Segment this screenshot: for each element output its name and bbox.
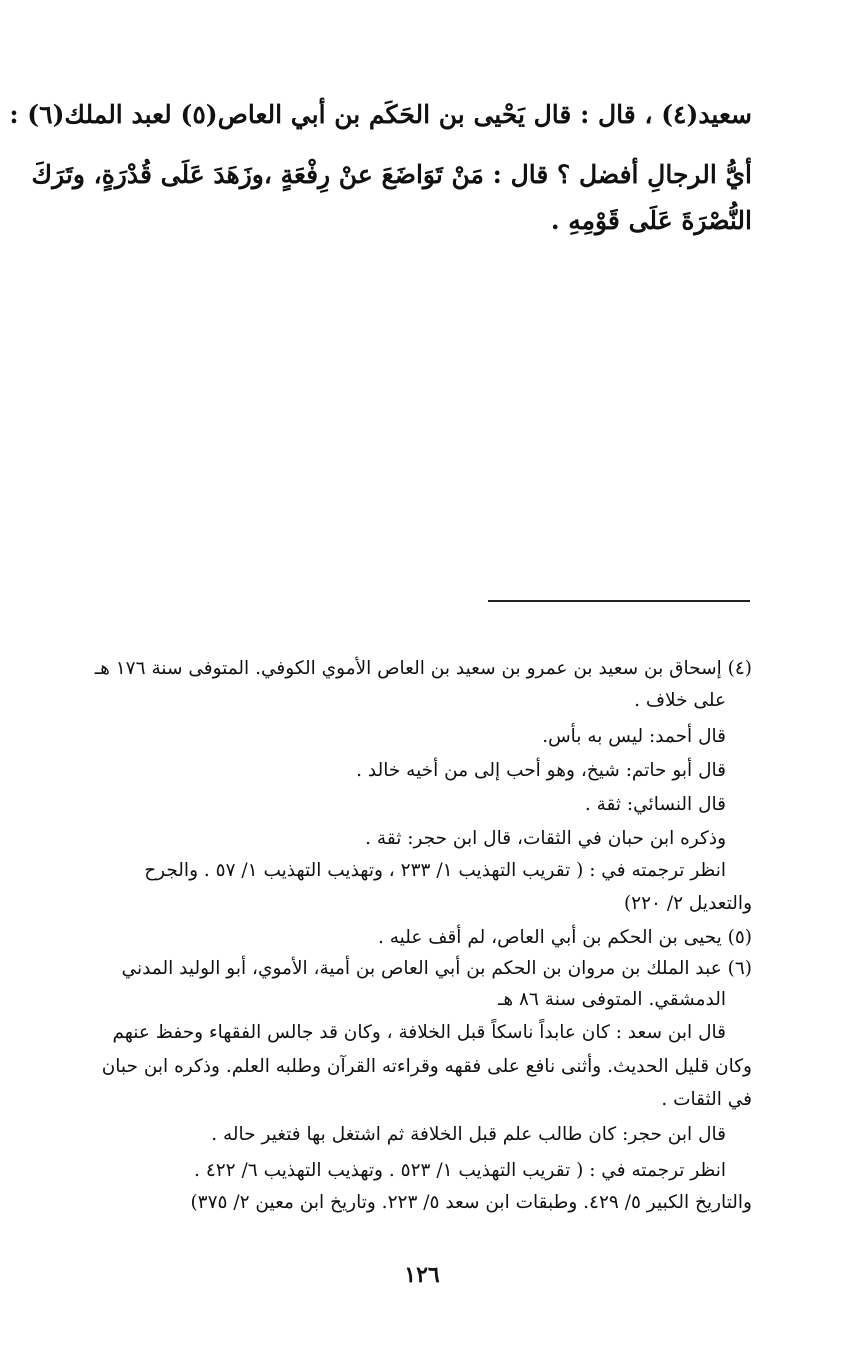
footnote-line: وذكره ابن حبان في الثقات، قال ابن حجر: ثقة . (365, 828, 726, 849)
main-text-line-3: النُّصْرَةَ عَلَى قَوْمِهِ . (550, 206, 752, 235)
footnote-line: انظر ترجمته في : ( تقريب التهذيب ١/ ٢٣٣ ، وتهذيب التهذيب ١/ ٥٧ . والجرح (144, 860, 726, 881)
footnote-line: قال أحمد: ليس به بأس. (542, 726, 726, 747)
footnote-line: قال ابن حجر: كان طالب علم قبل الخلافة ثم اشتغل بها فتغير حاله . (211, 1124, 726, 1145)
footnote-separator (488, 600, 750, 602)
footnote-line: الدمشقي. المتوفى سنة ٨٦ هـ (497, 989, 726, 1010)
footnote-line: في الثقات . (661, 1089, 752, 1110)
page-number: ١٢٦ (404, 1262, 440, 1288)
footnote-line: قال ابن سعد : كان عابداً ناسكاً قبل الخلافة ، وكان قد جالس الفقهاء وحفظ عنهم (112, 1022, 726, 1043)
footnote-line: والتعديل ٢/ ٢٢٠) (623, 893, 752, 914)
footnote-line: وكان قليل الحديث. وأثنى نافع على فقهه وقراءته القرآن وطلبه العلم. وذكره ابن حبان (101, 1056, 752, 1077)
footnote-line: والتاريخ الكبير ٥/ ٤٢٩. وطبقات ابن سعد ٥/ ٢٢٣. وتاريخ ابن معين ٢/ ٣٧٥) (190, 1192, 752, 1213)
footnote-line: انظر ترجمته في : ( تقريب التهذيب ١/ ٥٢٣ . وتهذيب التهذيب ٦/ ٤٢٢ . (194, 1160, 726, 1181)
footnote-line: (٤) إسحاق بن سعيد بن عمرو بن سعيد بن العاص الأموي الكوفي. المتوفى سنة ١٧٦ هـ (94, 658, 752, 679)
main-text-line-2: أيُّ الرجالِ أفضل ؟ قال : مَنْ تَوَاضَعَ عنْ رِفْعَةٍ ،وزَهَدَ عَلَى قُدْرَةٍ، وتَرَكَ (31, 160, 752, 189)
footnote-line: على خلاف . (634, 690, 726, 711)
footnote-line: قال أبو حاتم: شيخ، وهو أحب إلى من أخيه خالد . (356, 760, 726, 781)
footnote-line: (٥) يحيى بن الحكم بن أبي العاص، لم أقف عليه . (378, 927, 752, 948)
footnote-line: (٦) عبد الملك بن مروان بن الحكم بن أبي العاص بن أمية، الأموي، أبو الوليد المدني (121, 958, 752, 979)
footnote-line: قال النسائي: ثقة . (584, 794, 726, 815)
main-text-line-1: سعيد(٤) ، قال : قال يَحْيى بن الحَكَم بن أبي العاص(٥) لعبد الملك(٦) : (9, 100, 752, 129)
